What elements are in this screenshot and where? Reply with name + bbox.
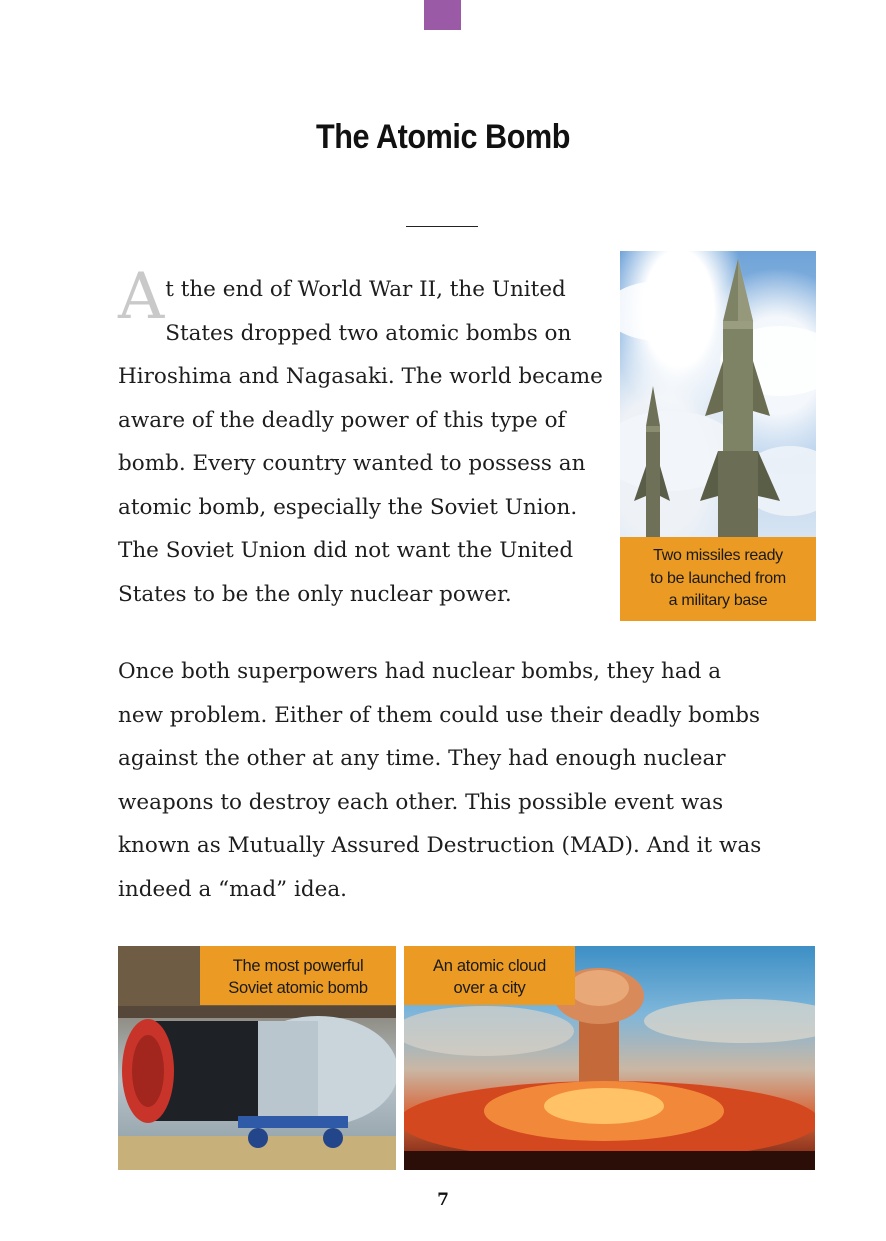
- caption-line: to be launched from: [650, 569, 786, 587]
- atomic-cloud-caption: [404, 946, 575, 1005]
- body-paragraph: Once both superpowers had nuclear bombs, they had a new problem. Either of them could use their deadly bombs against the other at any time. They had enough nuclear weapons to destroy each other. This possible event was known as Mutually Assured Destruction (MAD). And it was indeed a “mad” idea.: [118, 659, 762, 902]
- soviet-bomb-caption: [200, 946, 396, 1005]
- missiles-photo: [620, 251, 816, 537]
- caption-line: over a city: [453, 979, 526, 997]
- caption-line: Two missiles ready: [653, 547, 783, 564]
- chapter-color-tab: [424, 0, 461, 30]
- missiles-caption: [620, 537, 816, 621]
- caption-line: Soviet atomic bomb: [228, 979, 368, 997]
- caption-line: a military base: [668, 592, 768, 609]
- intro-paragraph-text: t the end of World War II, the United States dropped two atomic bombs on Hiroshima and Nagasaki. The world became aware of the deadly power of this type of bomb. Every country wanted to possess an atomic bomb, especially the Soviet Union. The Soviet Union did not want the United States to be the only nuclear power.: [118, 277, 603, 607]
- caption-line: The most powerful: [232, 957, 364, 975]
- drop-cap: A: [118, 260, 165, 334]
- intro-paragraph: [118, 260, 608, 616]
- page-title: The Atomic Bomb: [316, 118, 570, 156]
- title-divider: [406, 226, 478, 227]
- page-number: 7: [437, 1190, 449, 1210]
- caption-line: An atomic cloud: [433, 957, 546, 975]
